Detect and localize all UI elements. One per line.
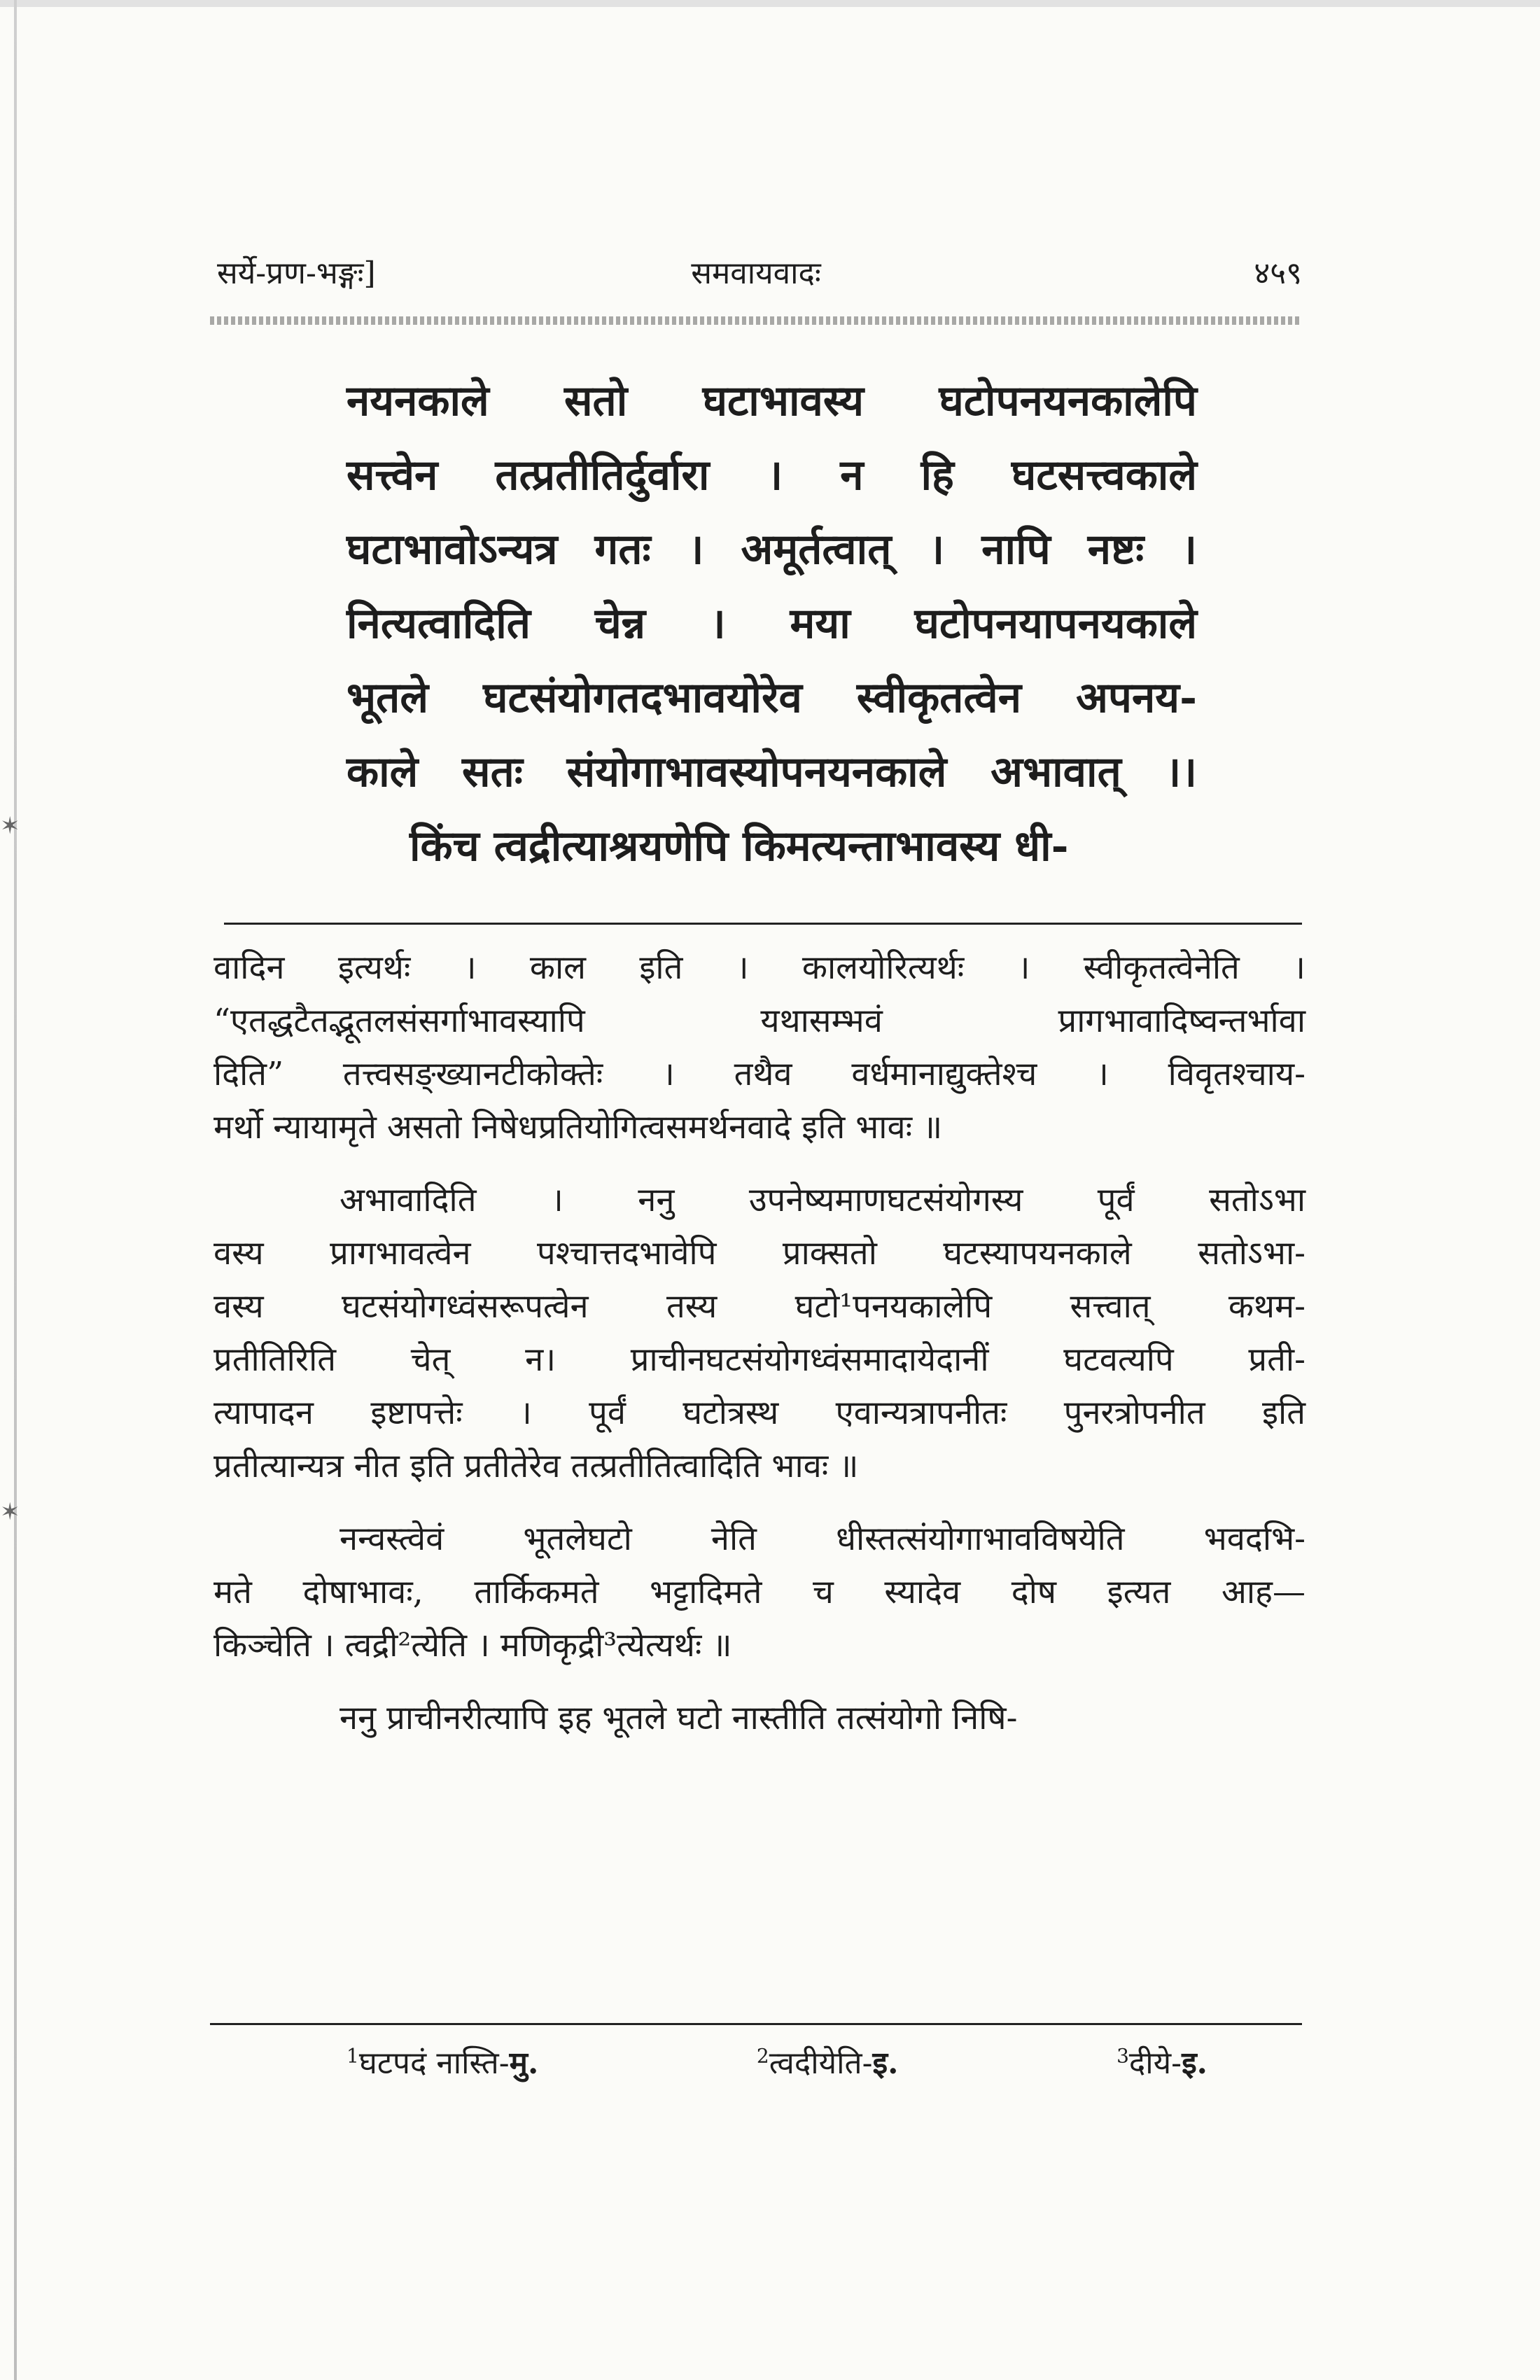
commentary-line: मर्थो न्यायामृते असतो निषेधप्रतियोगित्वसमर्थनवादे इति भावः ॥ — [214, 1108, 943, 1147]
footnotes — [346, 2040, 1208, 2082]
footnote: $^1$घटपदं नास्ति-मु. — [346, 2044, 539, 2081]
footnote: $^2$त्वदीयेति-इ. — [756, 2044, 899, 2081]
commentary-line: वादिन इत्यर्थः । काल इति । कालयोरित्यर्थः । स्वीकृतत्वेनेति । — [214, 948, 1306, 987]
margin-star-icon: ✶ — [0, 812, 20, 840]
page-top-edge — [0, 0, 1540, 7]
main-line: काले सतः संयोगाभावस्योपनयनकाले अभावात् ।। — [346, 748, 1197, 797]
commentary-line: वस्य प्रागभावत्वेन पश्चात्तदभावेपि प्राक्सतो घटस्यापयनकाले सतोऽभा- — [214, 1234, 1306, 1273]
chapter-title: समवायवादः — [691, 255, 821, 291]
page-number: ४५९ — [1254, 255, 1302, 291]
header-rule — [210, 316, 1302, 325]
commentary-line: “एतद्धटैतद्भूतलसंसर्गाभावस्यापि यथासम्भवं प्रागभावादिष्वन्तर्भावा — [214, 1002, 1306, 1040]
main-line: घटाभावोऽन्यत्र गतः । अमूर्तत्वात् । नापि नष्टः । — [346, 525, 1197, 574]
commentary-line: अभावादिति । ननु उपनेष्यमाणघटसंयोगस्य पूर्वं सतोऽभा — [340, 1181, 1306, 1219]
running-head — [210, 245, 1302, 294]
commentary-line: वस्य घटसंयोगध्वंसरूपत्वेन तस्य घटो¹पनयकालेपि सत्त्वात् कथम- — [214, 1287, 1306, 1326]
page-binding-edge — [14, 0, 17, 2380]
commentary-line: ननु प्राचीनरीत्यापि इह भूतले घटो नास्तीति तत्संयोगो निषि- — [340, 1699, 1018, 1737]
commentary-line: प्रतीतिरिति चेत् न। प्राचीनघटसंयोगध्वंसमादायेदानीं घटवत्यपि प्रती- — [214, 1340, 1306, 1379]
commentary-paragraph — [214, 1513, 1306, 1672]
commentary-line: दिति” तत्त्वसङ्ख्यानटीकोक्तेः । तथैव वर्धमानाद्युक्तेश्च । विवृतश्चाय- — [214, 1055, 1306, 1093]
commentary — [214, 941, 1306, 1765]
commentary-paragraph — [214, 1174, 1306, 1493]
commentary-line: किञ्चेति । त्वद्री²त्येति । मणिकृद्री³त्येत्यर्थः ॥ — [214, 1626, 732, 1665]
footnote: $^3$दीये-इ. — [1116, 2044, 1208, 2081]
commentary-line: त्यापादन इष्टापत्तेः । पूर्वं घटोत्रस्थ एवान्यत्रापनीतः पुनरत्रोपनीत इति — [214, 1394, 1306, 1432]
section-title: सर्ये-प्रण-भङ्गः] — [217, 255, 376, 291]
text-commentary-divider — [224, 923, 1302, 925]
commentary-paragraph — [214, 1692, 1306, 1745]
main-line: नित्यत्वादिति चेन्न । मया घटोपनयापनयकाले — [346, 599, 1197, 648]
footnote-rule — [210, 2023, 1302, 2025]
margin-star-icon: ✶ — [0, 1498, 20, 1526]
main-line: किंच त्वद्रीत्याश्रयणेपि किमत्यन्ताभावस्य धी- — [410, 822, 1069, 871]
main-text — [346, 364, 1197, 883]
commentary-line: मते दोषाभावः, तार्किकमते भट्टादिमते च स्यादेव दोष इत्यत आह— — [214, 1573, 1306, 1611]
main-line: सत्त्वेन तत्प्रतीतिर्दुर्वारा । न हि घटसत्त्वकाले — [346, 451, 1197, 500]
commentary-line: प्रतीत्यान्यत्र नीत इति प्रतीतेरेव तत्प्रतीतित्वादिति भावः ॥ — [214, 1447, 859, 1485]
main-line: नयनकाले सतो घटाभावस्य घटोपनयनकालेपि — [346, 377, 1197, 426]
commentary-line: नन्वस्त्वेवं भूतलेघटो नेति धीस्तत्संयोगाभावविषयेति भवदभि- — [340, 1520, 1306, 1558]
commentary-paragraph — [214, 941, 1306, 1154]
main-line: भूतले घटसंयोगतदभावयोरेव स्वीकृतत्वेन अपनय- — [346, 673, 1197, 722]
